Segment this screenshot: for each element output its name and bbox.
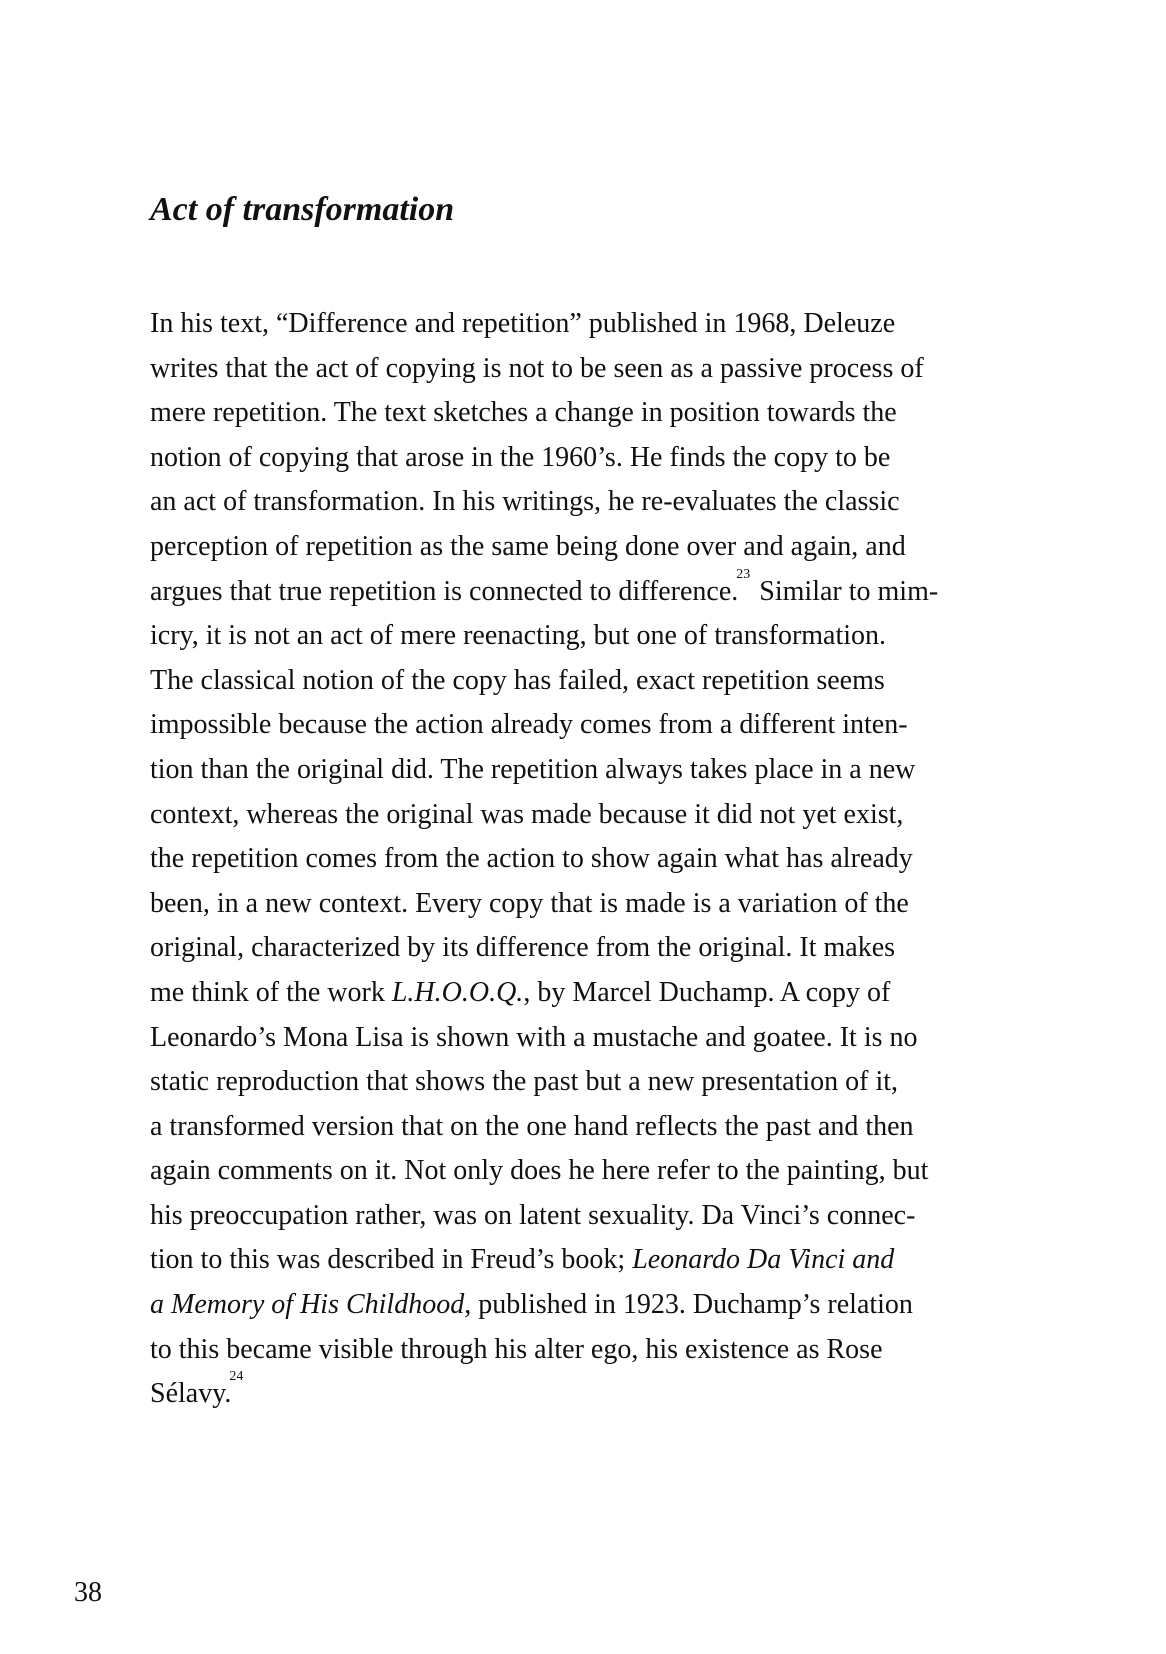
text-run: me think of the work (150, 976, 392, 1008)
text-line (150, 525, 1050, 570)
text-line (150, 1328, 1050, 1373)
text-run: Leonardo’s Mona Lisa is shown with a mustache and goatee. It is no (150, 1021, 918, 1053)
text-run: original, characterized by its difference from the original. It makes (150, 932, 896, 964)
text-line (150, 1238, 1050, 1283)
text-run: Sélavy. (150, 1378, 232, 1410)
section-heading: Act of transformation (150, 191, 455, 228)
text-line (150, 1283, 1050, 1328)
text-line (150, 748, 1050, 793)
text-run: mere repetition. The text sketches a change in position towards the (150, 397, 897, 429)
text-run: Similar to mim- (752, 575, 939, 607)
body-paragraph (150, 302, 1050, 1417)
text-run: context, whereas the original was made because it did not yet exist, (150, 798, 904, 830)
text-run: notion of copying that arose in the 1960’s. He finds the copy to be (150, 441, 891, 473)
text-line (150, 882, 1050, 927)
text-run: writes that the act of copying is not to be seen as a passive process of (150, 352, 924, 384)
text-run: been, in a new context. Every copy that is made is a variation of the (150, 887, 909, 919)
text-run: icry, it is not an act of mere reenacting, but one of transformation. (150, 620, 887, 652)
text-run: tion to this was described in Freud’s book; (150, 1244, 633, 1276)
text-run: a transformed version that on the one hand reflects the past and then (150, 1110, 914, 1142)
text-line (150, 1105, 1050, 1150)
page-number: 38 (74, 1577, 102, 1608)
text-run: impossible because the action already comes from a different inten- (150, 709, 908, 741)
text-line (150, 837, 1050, 882)
text-run: again comments on it. Not only does he here refer to the painting, but (150, 1155, 929, 1187)
text-line (150, 436, 1050, 481)
italic-title: Leonardo Da Vinci and (632, 1244, 895, 1276)
text-run: the repetition comes from the action to show again what has already (150, 843, 913, 875)
text-line (150, 1369, 1050, 1417)
text-line (150, 1194, 1050, 1239)
italic-title: L.H.O.O.Q. (391, 976, 524, 1008)
text-line (150, 391, 1050, 436)
text-line (150, 926, 1050, 971)
text-run: his preoccupation rather, was on latent sexuality. Da Vinci’s connec- (150, 1199, 916, 1231)
text-run: tion than the original did. The repetition always takes place in a new (150, 753, 916, 785)
text-line (150, 1016, 1050, 1061)
text-run: perception of repetition as the same being done over and again, and (150, 530, 906, 562)
text-line (150, 347, 1050, 392)
text-line (150, 302, 1050, 347)
text-run: to this became visible through his alter ego, his existence as Rose (150, 1333, 883, 1365)
text-run: argues that true repetition is connected to difference. (150, 575, 739, 607)
text-line (150, 614, 1050, 659)
text-run: an act of transformation. In his writings, he re-evaluates the classic (150, 486, 900, 518)
text-line (150, 659, 1050, 704)
text-run: , by Marcel Duchamp. A copy of (523, 976, 891, 1008)
text-line (150, 566, 1050, 615)
text-line (150, 703, 1050, 748)
footnote-marker: 24 (229, 1369, 244, 1385)
italic-title: a Memory of His Childhood (150, 1289, 465, 1321)
text-run: The classical notion of the copy has failed, exact repetition seems (150, 664, 885, 696)
text-line (150, 793, 1050, 838)
text-run: In his text, “Difference and repetition” published in 1968, Deleuze (150, 308, 896, 339)
text-run: static reproduction that shows the past but a new presentation of it, (150, 1066, 899, 1098)
text-run: , published in 1923. Duchamp’s relation (464, 1289, 913, 1321)
footnote-marker: 23 (736, 566, 751, 582)
text-line (150, 1060, 1050, 1105)
text-line (150, 480, 1050, 525)
text-line (150, 1149, 1050, 1194)
text-line (150, 971, 1050, 1016)
